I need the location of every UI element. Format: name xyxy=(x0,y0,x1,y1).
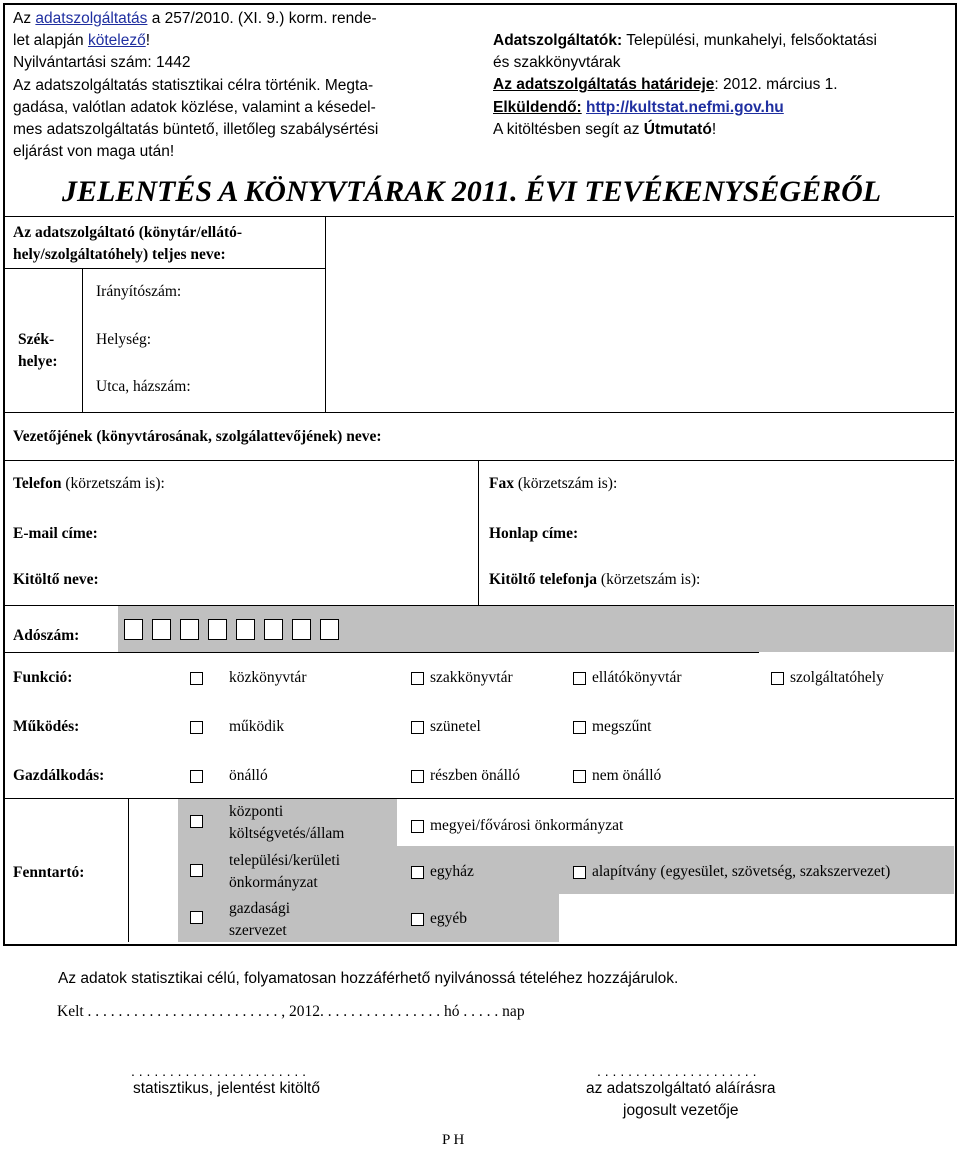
maintainer-shade-b xyxy=(397,846,559,942)
option-service-point: szolgáltatóhely xyxy=(790,669,884,686)
option-not-independent: nem önálló xyxy=(592,767,662,784)
leader-name-field[interactable] xyxy=(490,414,950,458)
option-supply-library: ellátókönyvtár xyxy=(592,669,682,686)
city-label: Helység: xyxy=(96,331,152,348)
seat-label: Szék- helye: xyxy=(18,331,58,370)
checkbox-operating[interactable] xyxy=(190,721,203,734)
zip-field[interactable] xyxy=(328,270,952,315)
option-operating: működik xyxy=(229,718,285,735)
option-county-government: megyei/fővárosi önkormányzat xyxy=(430,817,624,834)
data-service-link[interactable]: adatszolgáltatás xyxy=(35,10,148,27)
option-other: egyéb xyxy=(430,910,468,927)
legal-notice: Az adatszolgáltatás a 257/2010. (XI. 9.) korm. rende- let alapján kötelező! Nyilvántartási szám: 1442 Az adatszolgáltatás statisztikai célra történik. Megta- gadása, valótlan adatok közlése, valamint a késedel- mes adatszolgáltatás büntető, illetőleg szabálysértési eljárást von maga után! xyxy=(13,10,379,161)
divider xyxy=(478,460,479,605)
option-business-org: gazdasági szervezet xyxy=(229,900,291,939)
option-central-budget: központi költségvetés/állam xyxy=(229,803,345,842)
submission-url-link[interactable]: http://kultstat.nefmi.gov.hu xyxy=(586,98,784,116)
maintainer-label: Fenntartó: xyxy=(13,864,85,881)
divider xyxy=(82,268,83,412)
report-title: JELENTÉS A KÖNYVTÁRAK 2011. ÉVI TEVÉKENYSÉGÉRŐL xyxy=(62,175,882,208)
filler-name-label: Kitöltő neve: xyxy=(13,571,99,588)
checkbox-local-government[interactable] xyxy=(190,864,203,877)
tax-digit-box[interactable] xyxy=(208,619,227,640)
phone-label: Telefon (körzetszám is): xyxy=(13,475,165,492)
option-church: egyház xyxy=(430,863,474,880)
option-special-library: szakkönyvtár xyxy=(430,669,513,686)
signature-left-dots: . . . . . . . . . . . . . . . . . . . . . . . xyxy=(131,1063,307,1079)
option-foundation: alapítvány (egyesület, szövetség, szakszervezet) xyxy=(592,863,891,880)
option-suspended: szünetel xyxy=(430,718,481,735)
divider xyxy=(5,268,326,269)
filler-phone-label: Kitöltő telefonja (körzetszám is): xyxy=(489,571,701,588)
checkbox-church[interactable] xyxy=(411,866,424,879)
fax-label: Fax (körzetszám is): xyxy=(489,475,618,492)
date-line: Kelt . . . . . . . . . . . . . . . . . . . . . . . . . , 2012. . . . . . . . . . . . . . . . hó . . . . . nap xyxy=(57,1003,525,1020)
checkbox-independent[interactable] xyxy=(190,770,203,783)
checkbox-central-budget[interactable] xyxy=(190,815,203,828)
signature-left-label: statisztikus, jelentést kitöltő xyxy=(133,1080,320,1097)
checkbox-partly-independent[interactable] xyxy=(411,770,424,783)
checkbox-public-library[interactable] xyxy=(190,672,203,685)
divider xyxy=(5,605,954,606)
email-label: E-mail címe: xyxy=(13,525,98,542)
provider-name-field[interactable] xyxy=(328,218,952,266)
checkbox-other[interactable] xyxy=(411,913,424,926)
option-local-government: települési/kerületi önkormányzat xyxy=(229,852,341,891)
zip-label: Irányítószám: xyxy=(96,283,182,300)
tax-digit-box[interactable] xyxy=(152,619,171,640)
function-label: Funkció: xyxy=(13,669,73,686)
submission-info: Adatszolgáltatók: Települési, munkahelyi, felsőoktatási és szakkönyvtárak Az adatszolgáltatás határideje: 2012. március 1. Elküldendő: http://kultstat.nefmi.gov.hu A kitöltésben segít az Útmutató! xyxy=(493,32,877,138)
street-label: Utca, házszám: xyxy=(96,378,191,395)
website-label: Honlap címe: xyxy=(489,525,579,542)
operation-label: Működés: xyxy=(13,718,80,735)
tax-digit-box[interactable] xyxy=(180,619,199,640)
city-field[interactable] xyxy=(328,318,952,363)
divider xyxy=(128,798,129,942)
option-independent: önálló xyxy=(229,767,268,784)
management-label: Gazdálkodás: xyxy=(13,767,105,784)
divider xyxy=(325,216,326,412)
signature-right-dots: . . . . . . . . . . . . . . . . . . . . . xyxy=(597,1063,757,1079)
divider xyxy=(5,412,954,413)
consent-statement: Az adatok statisztikai célú, folyamatosan hozzáférhető nyilvánossá tételéhez hozzájárulok. xyxy=(58,970,679,987)
divider xyxy=(5,216,954,217)
option-public-library: közkönyvtár xyxy=(229,669,307,686)
divider xyxy=(5,798,954,799)
checkbox-ceased[interactable] xyxy=(573,721,586,734)
mandatory-link[interactable]: kötelező xyxy=(87,32,146,50)
tax-digit-box[interactable] xyxy=(264,619,283,640)
leader-name-label: Vezetőjének (könyvtárosának, szolgálattevőjének) neve: xyxy=(13,428,382,445)
tax-digit-box[interactable] xyxy=(292,619,311,640)
checkbox-county-government[interactable] xyxy=(411,820,424,833)
checkbox-foundation[interactable] xyxy=(573,866,586,879)
option-ceased: megszűnt xyxy=(592,718,652,735)
tax-digit-box[interactable] xyxy=(236,619,255,640)
street-field[interactable] xyxy=(328,366,952,410)
provider-name-label: Az adatszolgáltató (könytár/ellátó- hely/szolgáltatóhely) teljes neve: xyxy=(13,224,243,263)
tax-digit-box[interactable] xyxy=(320,619,339,640)
checkbox-supply-library[interactable] xyxy=(573,672,586,685)
signature-right-label: az adatszolgáltató aláírásra jogosult vezetője xyxy=(586,1080,776,1119)
divider xyxy=(5,460,954,461)
checkbox-not-independent[interactable] xyxy=(573,770,586,783)
checkbox-special-library[interactable] xyxy=(411,672,424,685)
divider xyxy=(5,652,759,653)
checkbox-business-org[interactable] xyxy=(190,911,203,924)
tax-digit-box[interactable] xyxy=(124,619,143,640)
option-partly-independent: részben önálló xyxy=(430,767,520,784)
tax-number-label: Adószám: xyxy=(13,627,80,644)
stamp-place-label: P H xyxy=(442,1132,465,1148)
checkbox-suspended[interactable] xyxy=(411,721,424,734)
checkbox-service-point[interactable] xyxy=(771,672,784,685)
